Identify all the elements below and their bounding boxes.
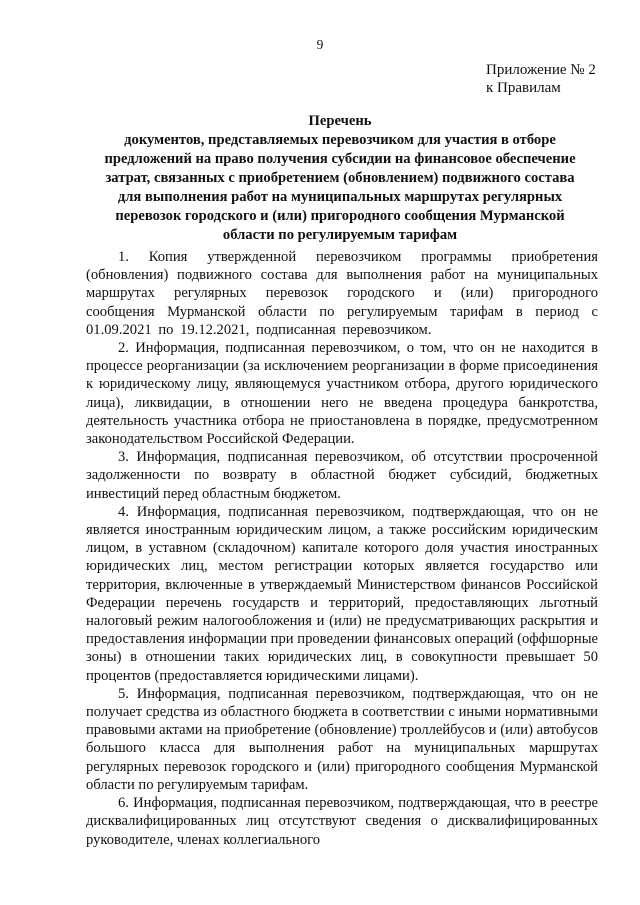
title-line-4: затрат, связанных с приобретением (обновлением) подвижного состава	[105, 170, 575, 186]
annex-line-2: к Правилам	[486, 80, 561, 96]
paragraph-2: 2. Информация, подписанная перевозчиком, о том, что он не находится в процессе реорганизации (за исключением реорганизации в форме присоединения к юридическому лицу, являющемуся участником отбора, другого юридического лица), ликвидации, в отношении него не введена процедура банкротства, деятельность участника отбора не приостановлена в порядке, предусмотренном законодательством Российской Федерации.	[86, 340, 598, 448]
annex-line-1: Приложение № 2	[486, 62, 596, 78]
title-line-5: для выполнения работ на муниципальных маршрутах регулярных	[117, 189, 563, 205]
title-line-1: Перечень	[308, 113, 372, 129]
paragraph-6: 6. Информация, подписанная перевозчиком, подтверждающая, что в реестре дисквалифицированных лиц отсутствуют сведения о дисквалифицированных руководителе, членах коллегиального	[86, 795, 598, 848]
document-body	[86, 248, 598, 849]
title-line-2: документов, представляемых перевозчиком для участия в отборе	[124, 132, 556, 148]
paragraph-4: 4. Информация, подписанная перевозчиком, подтверждающая, что он не является иностранным юридическим лицом, а также российским юридическим лицом, в уставном (складочном) капитале которого доля участия иностранных юридических лиц, местом регистрации которых является государство или территория, включенные в утверждаемый Министерством финансов Российской Федерации перечень государств и территорий, предоставляющих льготный налоговый режим налогообложения и (или) не предусматривающих раскрытия и предоставления информации при проведении финансовых операций (оффшорные зоны) в отношении таких юридических лиц, в совокупности превышает 50 процентов (предоставляется юридическими лицами).	[86, 503, 598, 684]
document-title	[80, 112, 600, 245]
paragraph-1: 1. Копия утвержденной перевозчиком программы приобретения (обновления) подвижного состава для выполнения работ на муниципальных маршрутах регулярных перевозок городского и (или) пригородного сообщения Мурманской области по регулируемым тарифам в период с 01.09.2021 по 19.12.2021, подписанная перевозчиком.	[86, 249, 598, 338]
annex-reference	[486, 61, 596, 97]
title-line-3: предложений на право получения субсидии на финансовое обеспечение	[104, 151, 576, 167]
title-line-7: области по регулируемым тарифам	[222, 227, 458, 243]
paragraph-5: 5. Информация, подписанная перевозчиком, подтверждающая, что он не получает средства из областного бюджета в соответствии с иными нормативными правовыми актами на приобретение (обновление) троллейбусов и (или) автобусов большого класса для выполнения работ на муниципальных маршрутах регулярных перевозок городского и (или) пригородного сообщения Мурманской области по регулируемым тарифам.	[86, 685, 598, 793]
paragraph-3: 3. Информация, подписанная перевозчиком, об отсутствии просроченной задолженности по возврату в областной бюджет субсидий, бюджетных инвестиций перед областным бюджетом.	[86, 449, 598, 502]
page-number: 9	[316, 37, 324, 52]
title-line-6: перевозок городского и (или) пригородного сообщения Мурманской	[115, 208, 565, 224]
